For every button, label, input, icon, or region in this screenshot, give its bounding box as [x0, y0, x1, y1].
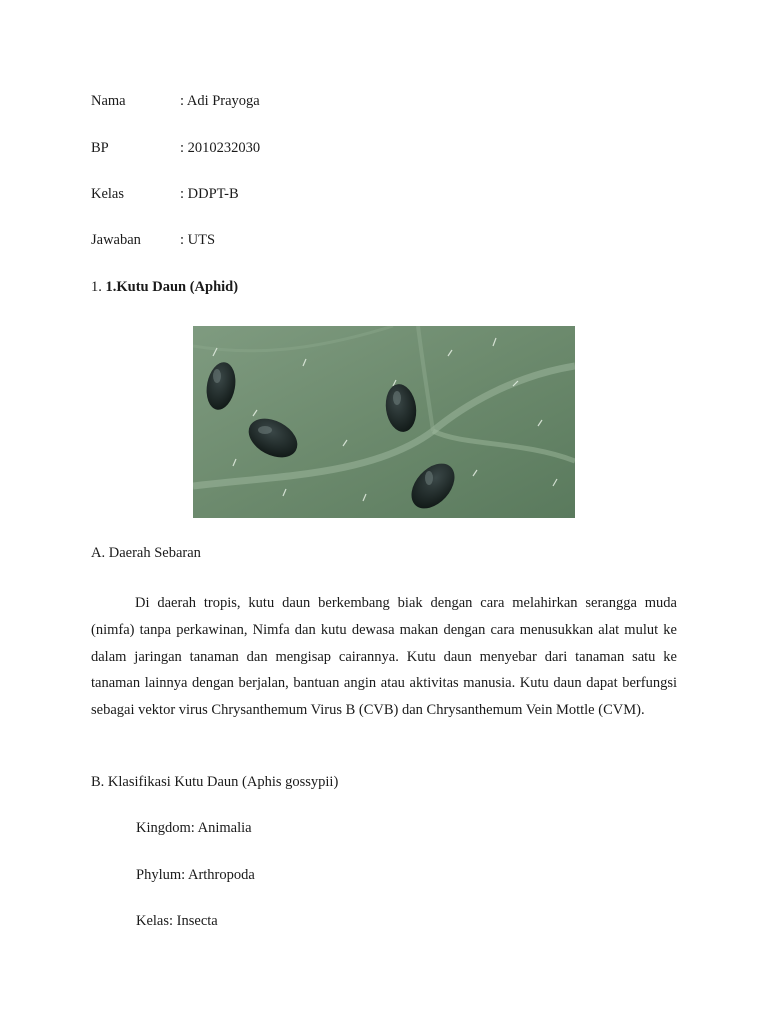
bp-label: BP — [91, 140, 109, 156]
bp-value: : 2010232030 — [180, 140, 261, 156]
kelas-value: : DDPT-B — [180, 186, 239, 202]
aphid-photo — [193, 326, 575, 518]
section-1-title: 1.Kutu Daun (Aphid) — [105, 279, 239, 295]
section-1-heading — [91, 279, 238, 296]
nama-label: Nama — [91, 93, 126, 109]
classification-item-kingdom: Kingdom: Animalia — [136, 820, 252, 836]
section-a-paragraph — [91, 590, 677, 724]
aphid-photo-drawing — [193, 326, 575, 518]
section-a-heading: A. Daerah Sebaran — [91, 545, 201, 561]
nama-value: : Adi Prayoga — [180, 93, 260, 109]
kelas-label: Kelas — [91, 186, 125, 202]
classification-item-phylum: Phylum: Arthropoda — [136, 867, 255, 883]
jawaban-value: : UTS — [180, 232, 216, 248]
section-b-heading: B. Klasifikasi Kutu Daun (Aphis gossypii) — [91, 774, 339, 790]
section-a-paragraph-text: Di daerah tropis, kutu daun berkembang biak dengan cara melahirkan serangga muda (nimfa) tanpa perkawinan, Nimfa dan kutu dewasa makan dengan cara menusukkan alat mulut ke dalam jaringan tanaman dan mengisap cairannya. Kutu daun menyebar dari tanaman satu ke tanaman lainnya dengan berjalan, bantuan angin atau aktivitas manusia. Kutu daun dapat berfungsi sebagai vektor virus Chrysanthemum Virus B (CVB) dan Chrysanthemum Vein Mottle (CVM). — [91, 595, 677, 719]
section-1-number: 1. — [91, 279, 102, 295]
jawaban-label: Jawaban — [91, 232, 141, 248]
classification-item-kelas: Kelas: Insecta — [136, 913, 218, 929]
